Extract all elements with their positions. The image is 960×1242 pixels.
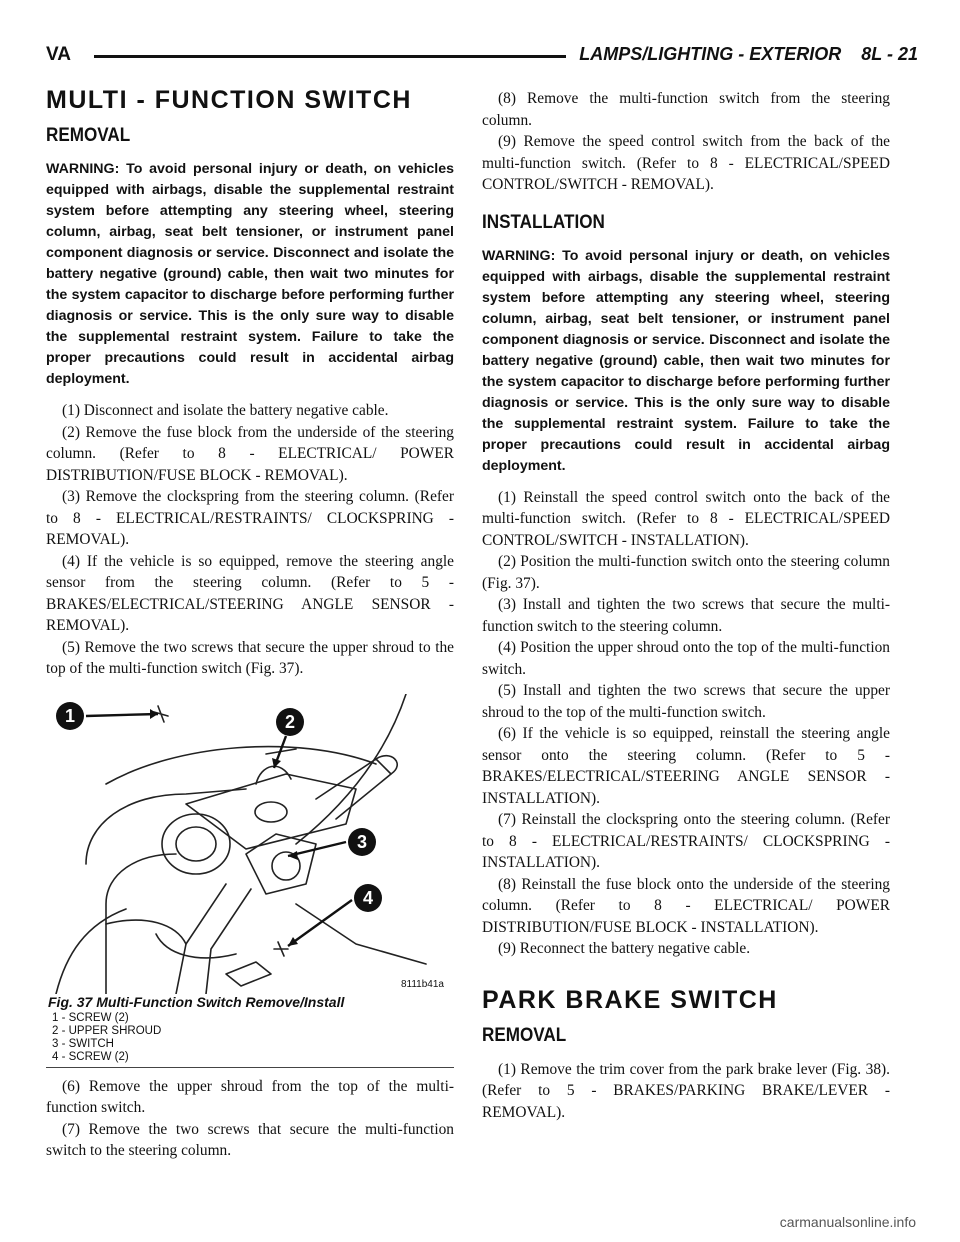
- header-section-page: LAMPS/LIGHTING - EXTERIOR 8L - 21: [579, 44, 918, 64]
- section-title-park-brake-switch: PARK BRAKE SWITCH: [482, 985, 778, 1014]
- removal-step-3: (3) Remove the clockspring from the steering column. (Refer to 8 - ELECTRICAL/RESTRAINTS/ CLOCKSPRING - REMOVAL).: [46, 488, 454, 548]
- install-step-9: (9) Reconnect the battery negative cable.: [498, 940, 751, 957]
- install-step-3: (3) Install and tighten the two screws that secure the multi-function switch to the steering column.: [482, 596, 890, 635]
- removal-step-1: (1) Disconnect and isolate the battery negative cable.: [62, 402, 389, 419]
- park-brake-step-1: (1) Remove the trim cover from the park brake lever (Fig. 38). (Refer to 5 - BRAKES/PARKING BRAKE/LEVER - REMOVAL).: [482, 1060, 890, 1121]
- figure-37: [46, 694, 454, 1068]
- install-step-5: (5) Install and tighten the two screws that secure the upper shroud to the top of the multi-function switch.: [482, 682, 890, 721]
- callout-4: 4: [354, 884, 382, 912]
- install-step-2: (2) Position the multi-function switch onto the steering column (Fig. 37).: [482, 553, 890, 592]
- removal-step-2: (2) Remove the fuse block from the underside of the steering column. (Refer to 8 - ELECTRICAL/ POWER DISTRIBUTION/FUSE BLOCK - REMOVAL).: [46, 423, 454, 484]
- page-header: [46, 44, 918, 74]
- removal-step-7: (7) Remove the two screws that secure the multi-function switch to the steering column.: [46, 1120, 454, 1159]
- figure-code: 8111b41a: [400, 978, 444, 990]
- callout-3: 3: [348, 828, 376, 856]
- installation-warning: WARNING: To avoid personal injury or death, on vehicles equipped with airbags, disable the supplemental restraint system before attempting any steering wheel, steering column, airbag, seat belt tensioner, or instrument panel component diagnosis or service. Disconnect and isolate the battery negative (ground) cable, then wait two minutes for the system capacitor to discharge before performing further diagnosis or service. This is the only sure way to disable the supplemental restraint system. Failure to take the proper precautions could result in accidental airbag deployment.: [482, 247, 890, 474]
- figure-legend: [46, 1012, 454, 1064]
- figure-illustration: [46, 694, 454, 994]
- removal-warning: WARNING: To avoid personal injury or death, on vehicles equipped with airbags, disable the supplemental restraint system before attempting any steering wheel, steering column, airbag, seat belt tensioner, or instrument panel component diagnosis or service. Disconnect and isolate the battery negative (ground) cable, then wait two minutes for the system capacitor to discharge before performing further diagnosis or service. This is the only sure way to disable the supplemental restraint system. Failure to take the proper precautions could result in accidental airbag deployment.: [46, 161, 454, 387]
- left-column: [46, 82, 454, 1162]
- steering-column-drawing: [46, 694, 454, 994]
- removal-step-4: (4) If the vehicle is so equipped, remove the steering angle sensor from the steering column. (Refer to 5 - BRAKES/ELECTRICAL/STEERING ANGLE SENSOR - REMOVAL).: [46, 552, 454, 634]
- install-step-7: (7) Reinstall the clockspring onto the steering column. (Refer to 8 - ELECTRICAL/RESTRAINTS/ CLOCKSPRING - INSTALLATION).: [482, 811, 890, 871]
- install-step-8: (8) Reinstall the fuse block onto the underside of the steering column. (Refer to 8 - ELECTRICAL/ POWER DISTRIBUTION/FUSE BLOCK - INSTALLATION).: [482, 875, 890, 936]
- removal-step-5: (5) Remove the two screws that secure the upper shroud to the top of the multi-function switch (Fig. 37).: [46, 638, 454, 677]
- figure-caption: Fig. 37 Multi-Function Switch Remove/Install: [48, 993, 345, 1010]
- heading-removal: REMOVAL: [46, 125, 131, 146]
- removal-step-6: (6) Remove the upper shroud from the top of the multi-function switch.: [46, 1077, 454, 1116]
- legend-item-4: 4 - SCREW (2): [52, 1050, 129, 1063]
- install-step-4: (4) Position the upper shroud onto the top of the multi-function switch.: [482, 639, 890, 678]
- callout-1: 1: [56, 702, 84, 730]
- section-title-multi-function-switch: MULTI - FUNCTION SWITCH: [46, 86, 412, 114]
- legend-item-2: 2 - UPPER SHROUD: [52, 1024, 162, 1037]
- header-vehicle-code: VA: [46, 44, 71, 65]
- right-column: [482, 82, 890, 1123]
- install-step-1: (1) Reinstall the speed control switch onto the back of the multi-function switch. (Refer to 8 - ELECTRICAL/SPEED CONTROL/SWITCH - INSTALLATION).: [482, 488, 890, 549]
- removal-step-9: (9) Remove the speed control switch from the back of the multi-function switch. (Refer to 8 - ELECTRICAL/SPEED CONTROL/SWITCH - REMOVAL).: [482, 133, 890, 193]
- removal-step-8: (8) Remove the multi-function switch from the steering column.: [482, 90, 890, 129]
- callout-2: 2: [276, 708, 304, 736]
- legend-item-3: 3 - SWITCH: [52, 1037, 114, 1050]
- heading-park-brake-removal: REMOVAL: [482, 1024, 567, 1046]
- header-rule: [94, 55, 566, 58]
- legend-item-1: 1 - SCREW (2): [52, 1011, 129, 1024]
- install-step-6: (6) If the vehicle is so equipped, reinstall the steering angle sensor onto the steering column. (Refer to 5 - BRAKES/ELECTRICAL/STEERING ANGLE SENSOR - INSTALLATION).: [482, 725, 890, 807]
- footer-watermark: carmanualsonline.info: [779, 1214, 916, 1230]
- heading-installation: INSTALLATION: [482, 211, 605, 233]
